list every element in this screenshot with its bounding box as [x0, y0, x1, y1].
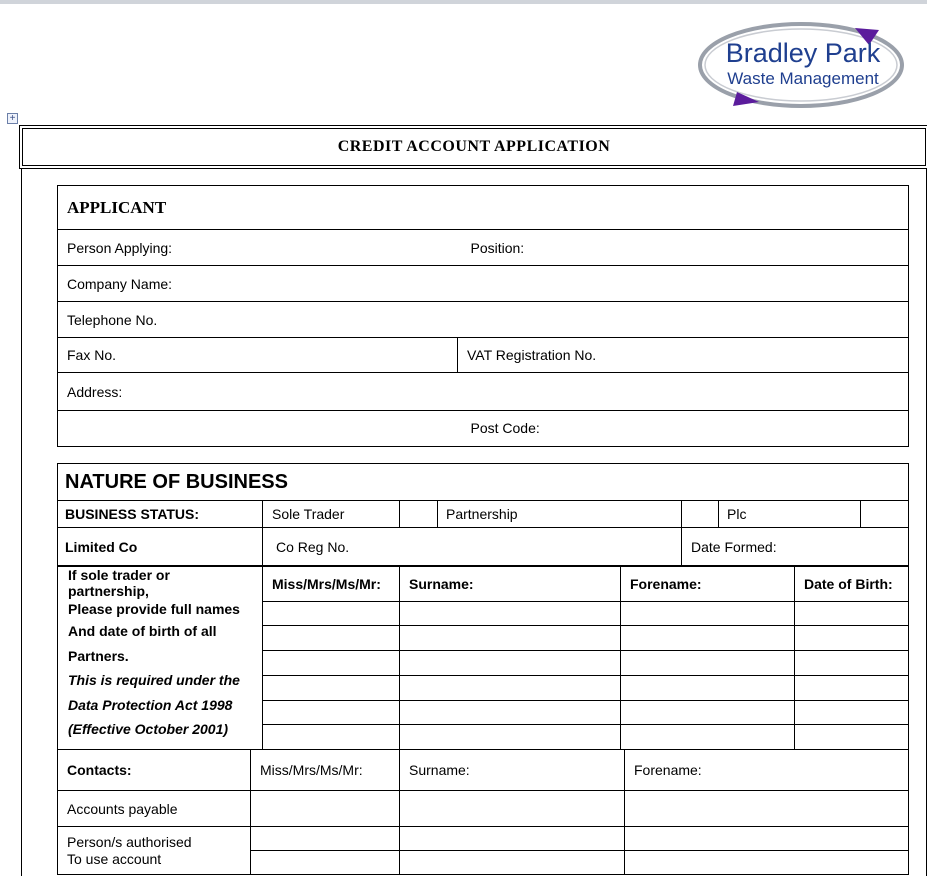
- authorised-2-surname[interactable]: [400, 851, 625, 875]
- person-position-row[interactable]: [58, 230, 909, 266]
- accounts-payable-title[interactable]: [251, 791, 400, 827]
- partners-instructions: [58, 566, 263, 750]
- limited-co-label: Limited Co: [58, 528, 263, 567]
- top-border: [0, 0, 927, 4]
- co-reg-no-label: Co Reg No.: [276, 539, 350, 555]
- sole-trader-label: Sole Trader: [263, 501, 400, 528]
- partner-2-surname[interactable]: [400, 626, 621, 651]
- instruction-line-7: Data Protection Act 1998: [68, 696, 233, 713]
- instruction-line-5: Partners.: [68, 647, 129, 664]
- applicant-table: [57, 185, 909, 447]
- partner-1-forename[interactable]: [621, 602, 795, 626]
- partner-6-surname[interactable]: [400, 725, 621, 750]
- date-formed-field[interactable]: [682, 528, 909, 567]
- partner-1-dob[interactable]: [795, 602, 909, 626]
- instruction-line-8: (Effective October 2001): [68, 721, 229, 737]
- partner-1-title[interactable]: [263, 602, 400, 626]
- nature-heading: NATURE OF BUSINESS: [58, 464, 909, 501]
- vat-field[interactable]: [458, 338, 909, 373]
- partner-2-dob[interactable]: [795, 626, 909, 651]
- partner-surname-header: Surname:: [400, 566, 621, 602]
- partner-title-header: Miss/Mrs/Ms/Mr:: [263, 566, 400, 602]
- nature-of-business-table: [57, 463, 909, 567]
- post-code-label: Post Code:: [470, 419, 540, 436]
- partner-5-dob[interactable]: [795, 701, 909, 725]
- partner-3-dob[interactable]: [795, 651, 909, 676]
- svg-text:Waste Management: Waste Management: [727, 69, 879, 88]
- authorised-1-forename[interactable]: [625, 827, 909, 851]
- accounts-payable-label: Accounts payable: [58, 791, 251, 827]
- table-move-handle-icon[interactable]: +: [7, 113, 18, 124]
- partner-5-forename[interactable]: [621, 701, 795, 725]
- address-label: Address:: [67, 383, 123, 400]
- authorised-1-surname[interactable]: [400, 827, 625, 851]
- partner-dob-header: Date of Birth:: [795, 566, 909, 602]
- position-label: Position:: [470, 239, 525, 256]
- business-status-label: BUSINESS STATUS:: [58, 501, 263, 528]
- partner-4-dob[interactable]: [795, 676, 909, 701]
- authorised-line-1: Person/s authorised: [67, 833, 192, 850]
- co-reg-no-field[interactable]: [263, 528, 682, 567]
- contacts-forename-header: Forename:: [625, 750, 909, 791]
- company-name-field[interactable]: [58, 266, 909, 302]
- partner-2-forename[interactable]: [621, 626, 795, 651]
- telephone-label: Telephone No.: [67, 311, 158, 328]
- contacts-heading: Contacts:: [58, 750, 251, 791]
- contacts-title-header: Miss/Mrs/Ms/Mr:: [251, 750, 400, 791]
- partner-5-surname[interactable]: [400, 701, 621, 725]
- company-logo: [697, 20, 909, 110]
- address-field[interactable]: [58, 373, 909, 411]
- plc-checkbox[interactable]: [861, 501, 909, 528]
- company-name-label: Company Name:: [67, 275, 173, 292]
- partner-6-dob[interactable]: [795, 725, 909, 750]
- partner-2-title[interactable]: [263, 626, 400, 651]
- partner-6-forename[interactable]: [621, 725, 795, 750]
- date-formed-label: Date Formed:: [691, 539, 777, 555]
- partner-4-title[interactable]: [263, 676, 400, 701]
- partner-5-title[interactable]: [263, 701, 400, 725]
- accounts-payable-surname[interactable]: [400, 791, 625, 827]
- accounts-payable-forename[interactable]: [625, 791, 909, 827]
- partner-1-surname[interactable]: [400, 602, 621, 626]
- form-title: CREDIT ACCOUNT APPLICATION: [337, 138, 611, 155]
- partner-3-forename[interactable]: [621, 651, 795, 676]
- authorised-2-title[interactable]: [251, 851, 400, 875]
- partnership-label: Partnership: [438, 501, 682, 528]
- instruction-line-1: If sole trader or: [68, 567, 170, 583]
- instruction-line-2: partnership,: [68, 583, 149, 599]
- partners-table: [57, 565, 909, 750]
- post-code-row[interactable]: [58, 411, 909, 447]
- partner-4-surname[interactable]: [400, 676, 621, 701]
- instruction-line-3: Please provide full names: [68, 601, 240, 617]
- authorised-2-forename[interactable]: [625, 851, 909, 875]
- partner-3-title[interactable]: [263, 651, 400, 676]
- sole-trader-checkbox[interactable]: [400, 501, 438, 528]
- authorised-line-2: To use account: [67, 850, 162, 867]
- fax-label: Fax No.: [67, 347, 117, 363]
- partnership-checkbox[interactable]: [682, 501, 719, 528]
- partner-forename-header: Forename:: [621, 566, 795, 602]
- contacts-surname-header: Surname:: [400, 750, 625, 791]
- person-applying-label: Person Applying:: [67, 239, 173, 256]
- partner-6-title[interactable]: [263, 725, 400, 750]
- partner-4-forename[interactable]: [621, 676, 795, 701]
- telephone-field[interactable]: [58, 302, 909, 338]
- partner-3-surname[interactable]: [400, 651, 621, 676]
- fax-field[interactable]: [58, 338, 458, 373]
- instruction-line-4: And date of birth of all: [68, 623, 217, 639]
- authorised-1-title[interactable]: [251, 827, 400, 851]
- contacts-table: [57, 749, 909, 875]
- applicant-heading: APPLICANT: [58, 186, 909, 230]
- vat-label: VAT Registration No.: [467, 347, 597, 363]
- instruction-line-6: This is required under the: [68, 672, 240, 688]
- outer-frame-left: [21, 168, 22, 876]
- authorised-persons-label: [58, 827, 251, 875]
- plc-label: Plc: [719, 501, 861, 528]
- svg-text:Bradley Park: Bradley Park: [725, 38, 881, 68]
- form-title-box: [22, 128, 926, 166]
